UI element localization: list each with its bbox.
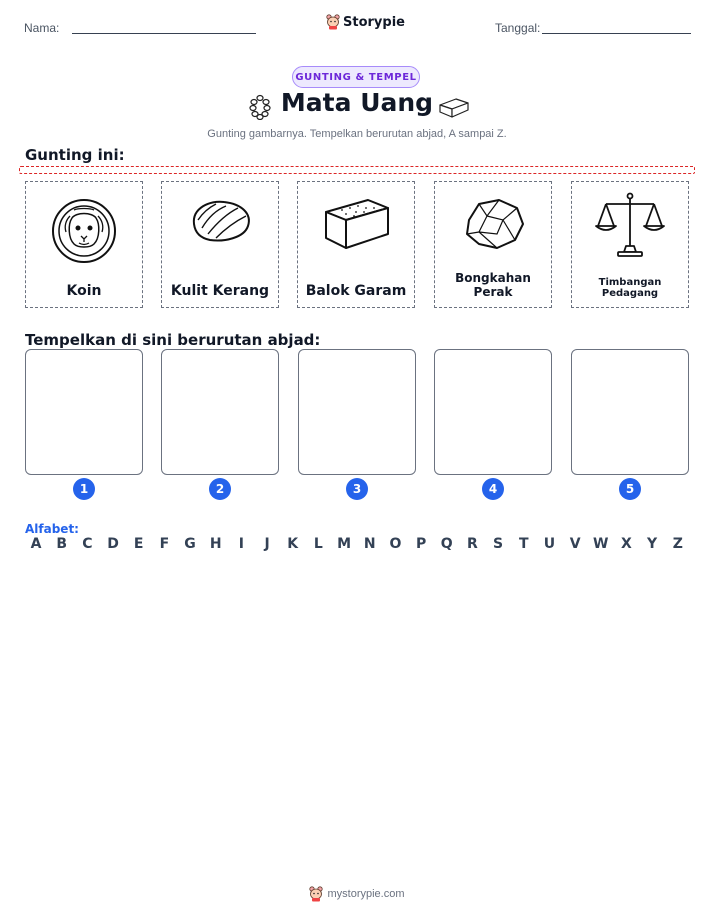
alphabet-letter: S — [493, 536, 504, 552]
alphabet-letter: Y — [647, 536, 658, 552]
alphabet-letter: E — [133, 536, 144, 552]
alphabet-letter: O — [389, 536, 402, 552]
card-label: Kulit Kerang — [170, 283, 270, 299]
instructions: Gunting gambarnya. Tempelkan berurutan abjad, A sampai Z. — [207, 128, 507, 140]
alphabet-letter: K — [287, 536, 299, 552]
cut-card-salt[interactable] — [297, 181, 415, 308]
alphabet-letter: M — [337, 536, 352, 552]
date-line[interactable] — [542, 33, 691, 34]
alphabet-letter: B — [56, 536, 67, 552]
alphabet-letter: I — [238, 536, 244, 552]
card-label: Timbangan Pedagang — [598, 277, 662, 299]
paste-slot-2[interactable] — [161, 349, 279, 475]
alphabet-letter: Q — [440, 536, 453, 552]
alphabet-letter: P — [415, 536, 427, 552]
alphabet-letter: H — [209, 536, 222, 552]
alphabet-letter: C — [82, 536, 93, 552]
paste-slot-1[interactable] — [25, 349, 143, 475]
silver-nugget-icon — [435, 186, 551, 276]
slot-number-badge: 1 — [73, 478, 95, 500]
date-label: Tanggal: — [495, 21, 541, 35]
cut-card-scale[interactable] — [571, 181, 689, 308]
cut-card-silver[interactable] — [434, 181, 552, 308]
paste-heading: Tempelkan di sini berurutan abjad: — [25, 331, 321, 349]
footer — [0, 886, 714, 902]
balance-scale-icon — [572, 186, 688, 276]
slot-number-badge: 2 — [209, 478, 231, 500]
brand-name: Storypie — [343, 14, 405, 30]
slot-number-badge: 5 — [619, 478, 641, 500]
brand-logo — [326, 14, 405, 30]
alphabet-letter: Z — [672, 536, 683, 552]
cut-card-shell[interactable] — [161, 181, 279, 308]
alphabet-letter: N — [363, 536, 376, 552]
lion-coin-icon — [26, 186, 142, 276]
cut-card-coin[interactable] — [25, 181, 143, 308]
alphabet-letter: G — [184, 536, 196, 552]
alphabet-letter: L — [313, 536, 323, 552]
name-label: Nama: — [24, 21, 60, 35]
salt-brick-icon — [438, 95, 470, 119]
alphabet-letter: W — [593, 536, 609, 552]
page-title: Mata Uang — [280, 88, 434, 117]
alphabet-letter: X — [621, 536, 632, 552]
alphabet-letter: T — [518, 536, 529, 552]
paste-slot-3[interactable] — [298, 349, 416, 475]
salt-block-icon — [298, 186, 414, 276]
card-label: Balok Garam — [305, 283, 407, 299]
alphabet-label: Alfabet: — [25, 522, 79, 536]
slot-number-badge: 4 — [482, 478, 504, 500]
alphabet-letter: U — [543, 536, 556, 552]
activity-badge: GUNTING & TEMPEL — [292, 66, 420, 88]
paste-slot-5[interactable] — [571, 349, 689, 475]
alphabet-letter: R — [467, 536, 478, 552]
paste-slot-4[interactable] — [434, 349, 552, 475]
alphabet-letter: A — [30, 536, 42, 552]
bear-mascot-icon — [326, 14, 340, 30]
card-label: Bongkahan Perak — [455, 271, 531, 299]
shell-icon — [162, 186, 278, 276]
cut-line — [19, 166, 695, 174]
cut-heading: Gunting ini: — [25, 146, 125, 164]
alphabet-letter: F — [159, 536, 170, 552]
alphabet-letter: J — [264, 536, 270, 552]
bear-mascot-icon — [309, 886, 323, 902]
footer-url: mystorypie.com — [327, 888, 405, 900]
card-label: Koin — [66, 283, 102, 299]
name-line[interactable] — [72, 33, 256, 34]
alphabet-row — [26, 536, 688, 552]
slot-number-badge: 3 — [346, 478, 368, 500]
alphabet-letter: V — [569, 536, 581, 552]
alphabet-letter: D — [107, 536, 119, 552]
